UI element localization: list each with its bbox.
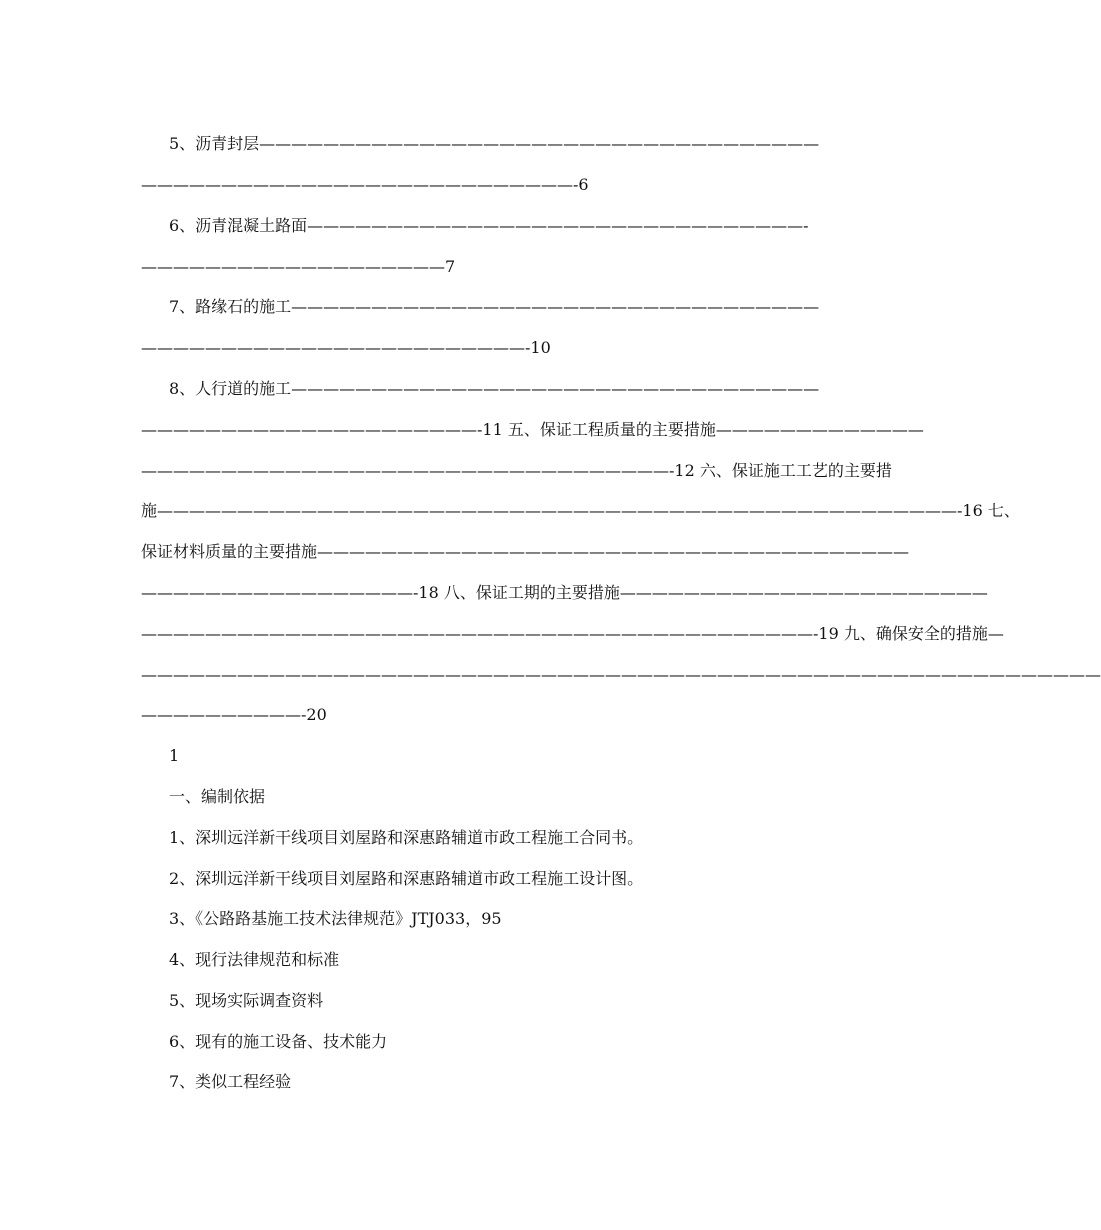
page-number: 1 [169,746,180,765]
basis-item: 5、现场实际调查资料 [169,991,324,1010]
toc-entry-quality: —————————————————————-11 五、保证工程质量的主要措施————————————— [141,420,924,439]
toc-entry-sidewalk: 8、人行道的施工————————————————————————————————— [169,379,820,398]
basis-item: 1、深圳远洋新干线项目刘屋路和深惠路辅道市政工程施工合同书。 [169,828,644,847]
toc-entry-curb: 7、路缘石的施工————————————————————————————————— [169,297,820,316]
toc-entry-asphalt-concrete: 6、沥青混凝土路面———————————————————————————————- [169,216,809,235]
toc-entry-safety: ——————————————————————————————————————————-19 九、确保安全的措施— [141,624,1004,643]
toc-entry-schedule: —————————————————-18 八、保证工期的主要措施——————————————————————— [141,583,988,602]
toc-entry-safety-page: ——————————-20 [141,705,327,724]
toc-entry-material: 保证材料质量的主要措施————————————————————————————————————— [141,542,910,561]
basis-item: 2、深圳远洋新干线项目刘屋路和深惠路辅道市政工程施工设计图。 [169,869,644,888]
basis-item: 4、现行法律规范和标准 [169,950,340,969]
toc-entry-asphalt-seal-page: ———————————————————————————-6 [141,175,589,194]
toc-entry-curb-page: ————————————————————————-10 [141,338,551,357]
basis-item: 6、现有的施工设备、技术能力 [169,1032,388,1051]
toc-entry-process-page: 施——————————————————————————————————————————————————-16 七、 [141,501,1020,520]
basis-item: 7、类似工程经验 [169,1072,292,1091]
toc-entry-process: —————————————————————————————————-12 六、保证施工工艺的主要措 [141,461,892,480]
toc-entry-asphalt-concrete-page: ———————————————————7 [141,257,456,276]
section-heading: 一、编制依据 [169,787,266,806]
toc-entry-asphalt-seal: 5、沥青封层——————————————————————————————————— [169,134,820,153]
basis-item: 3、《公路路基施工技术法律规范》JTJ033，95 [169,909,502,928]
toc-entry-safety-leader: ———————————————————————————————————————————————————————————— [141,665,1101,684]
